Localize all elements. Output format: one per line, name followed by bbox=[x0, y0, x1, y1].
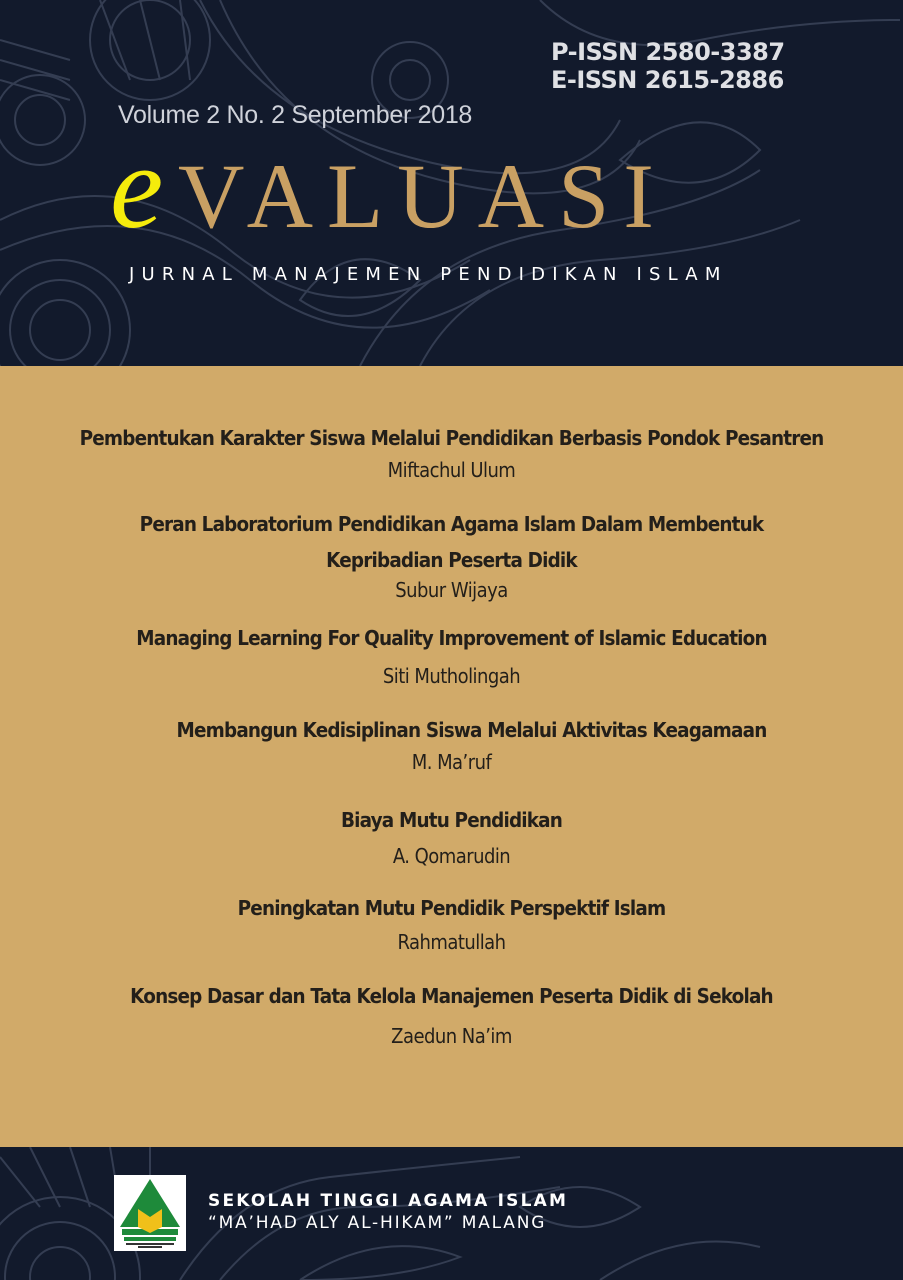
volume-issue-line: Volume 2 No. 2 September 2018 bbox=[118, 101, 473, 129]
article-title: Biaya Mutu Pendidikan bbox=[340, 808, 563, 832]
article-author: A. Qomarudin bbox=[392, 844, 511, 868]
print-issn: P-ISSN 2580-3387 bbox=[551, 38, 785, 66]
institution-logo-icon bbox=[114, 1175, 186, 1251]
institution-name: SEKOLAH TINGGI AGAMA ISLAM bbox=[208, 1191, 569, 1211]
article-author: Zaedun Na’im bbox=[391, 1024, 512, 1048]
table-of-contents bbox=[0, 366, 903, 1147]
article-author: Rahmatullah bbox=[397, 930, 506, 954]
article-author: Miftachul Ulum bbox=[387, 458, 516, 482]
article-title: Managing Learning For Quality Improvement of Islamic Education bbox=[136, 626, 767, 650]
journal-subtitle: JURNAL MANAJEMEN PENDIDIKAN ISLAM bbox=[129, 264, 728, 285]
article-title: Peningkatan Mutu Pendidik Perspektif Islam bbox=[237, 896, 666, 920]
article-author: Subur Wijaya bbox=[395, 578, 508, 602]
journal-title-initial: e bbox=[110, 120, 164, 253]
electronic-issn: E-ISSN 2615-2886 bbox=[551, 66, 784, 94]
cover-header bbox=[0, 0, 903, 366]
article-title: Pembentukan Karakter Siswa Melalui Pendidikan Berbasis Pondok Pesantren bbox=[79, 426, 824, 450]
issn-block bbox=[551, 38, 785, 94]
article-author: M. Ma’ruf bbox=[411, 750, 492, 774]
article-title: Konsep Dasar dan Tata Kelola Manajemen Peserta Didik di Sekolah bbox=[130, 984, 773, 1008]
article-title-line2: Kepribadian Peserta Didik bbox=[326, 548, 577, 572]
institution-subname: “MA’HAD ALY AL-HIKAM” MALANG bbox=[208, 1213, 547, 1233]
journal-title: VALUASI bbox=[178, 145, 668, 247]
cover-footer bbox=[0, 1147, 903, 1280]
article-title: Membangun Kedisiplinan Siswa Melalui Aktivitas Keagamaan bbox=[176, 718, 767, 742]
article-author: Siti Mutholingah bbox=[382, 664, 521, 688]
article-title: Peran Laboratorium Pendidikan Agama Islam Dalam Membentuk bbox=[139, 512, 764, 536]
